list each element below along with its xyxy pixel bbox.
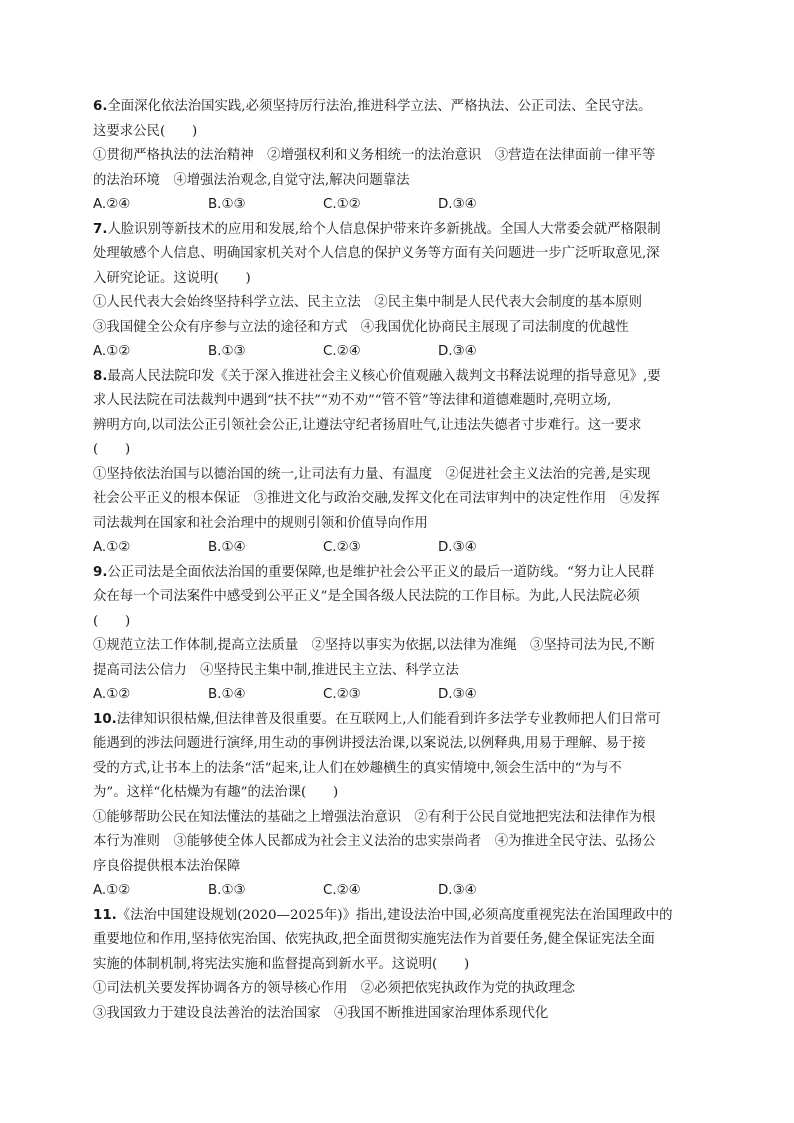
answer-choice-label: A. (93, 540, 107, 555)
question-stem-text: 公正司法是全面依法治国的重要保障,也是维护社会公平正义的最后一道防线。“努力让人民群 (107, 564, 655, 580)
answer-choices (93, 193, 705, 218)
answer-choice[interactable] (323, 683, 438, 708)
question-stem-line (93, 267, 705, 292)
answer-choices (93, 879, 705, 904)
answer-choice-text: ①③ (221, 197, 246, 212)
answer-choice-text: ③④ (452, 883, 477, 898)
answer-choice-text: ②③ (336, 540, 361, 555)
question-stem-line (93, 585, 705, 610)
question-stem-text: 法律知识很枯燥,但法律普及很重要。在互联网上,人们能看到许多法学专业教师把人们日常可 (116, 711, 661, 727)
answer-choice-label: A. (93, 883, 107, 898)
answer-choice-label: A. (93, 344, 107, 359)
answer-choice-text: ②④ (106, 197, 131, 212)
question-number: 10. (93, 711, 117, 727)
answer-choice-text: ①④ (221, 540, 246, 555)
question-stem-line (93, 953, 705, 978)
option-statement-line: 社会公平正义的根本保证 ③推进文化与政治交融,发挥文化在司法审判中的决定性作用 ④发挥 (93, 491, 660, 506)
answer-choice[interactable] (93, 879, 208, 904)
option-statement-line: ①司法机关要发挥协调各方的领导核心作用 ②必须把依宪执政作为党的执政理念 (93, 981, 576, 996)
answer-choice-text: ②③ (336, 687, 361, 702)
answer-choice-label: A. (93, 687, 107, 702)
answer-choice[interactable] (208, 879, 323, 904)
answer-choice-label: D. (438, 197, 453, 212)
option-statement-line: ①坚持依法治国与以德治国的统一,让司法有力量、有温度 ②促进社会主义法治的完善,是实现 (93, 466, 651, 482)
answer-choice-label: A. (93, 197, 107, 212)
question-stem-text: ( ) (93, 442, 131, 457)
question-stem-first-line (93, 904, 705, 929)
answer-choice-text: ②④ (336, 883, 361, 898)
answer-choice-text: ①② (106, 883, 131, 898)
question-stem-first-line (93, 365, 705, 390)
question-stem-text: 为”。这样“化枯燥为有趣”的法治课( ) (93, 785, 339, 800)
question-stem-line (93, 120, 705, 145)
answer-choice[interactable] (438, 340, 553, 365)
answer-choice[interactable] (93, 340, 208, 365)
answer-choice-label: C. (323, 197, 337, 212)
answer-choice-text: ①③ (221, 344, 246, 359)
answer-choice-label: C. (323, 687, 337, 702)
question-page (93, 95, 705, 1026)
question-stem-line (93, 438, 705, 463)
answer-choice-label: C. (323, 883, 337, 898)
question-stem-text: 这要求公民( ) (93, 123, 198, 139)
question-stem-text: 受的方式,让书本上的法条“活”起来,让人们在妙趣横生的真实情境中,领会生活中的“为与不 (93, 760, 622, 776)
question-number: 7. (93, 221, 108, 237)
answer-choice-text: ①② (106, 540, 131, 555)
question-stem-text: 全面深化依法治国实践,必须坚持厉行法治,推进科学立法、严格执法、公正司法、全民守法。 (107, 99, 652, 114)
question-number: 8. (93, 368, 108, 384)
question-stem-first-line (93, 218, 705, 243)
answer-choice-text: ③④ (452, 344, 477, 359)
option-statement-line: ③我国健全公众有序参与立法的途径和方式 ④我国优化协商民主展现了司法制度的优越性 (93, 319, 629, 335)
option-statement-line: ①贯彻严格执法的法治精神 ②增强权利和义务相统一的法治意识 ③营造在法律面前一律平等 (93, 148, 656, 163)
answer-choice-label: D. (438, 344, 453, 359)
question-stem-text: 能遇到的涉法问题进行演绎,用生动的事例讲授法治课,以案说法,以例释典,用易于理解、易于接 (93, 736, 646, 751)
question-stem-line (93, 928, 705, 953)
answer-choice-text: ①④ (221, 687, 246, 702)
answer-choice-label: B. (208, 687, 222, 702)
answer-choice[interactable] (438, 193, 553, 218)
question-block (93, 708, 705, 904)
question-number: 6. (93, 99, 108, 114)
answer-choice[interactable] (438, 536, 553, 561)
answer-choice-text: ③④ (452, 197, 477, 212)
answer-choices (93, 536, 705, 561)
answer-choice[interactable] (208, 193, 323, 218)
answer-choice-label: D. (438, 883, 453, 898)
answer-choice[interactable] (208, 536, 323, 561)
question-stem-text: 最高人民法院印发《关于深入推进社会主义核心价值观融入裁判文书释法说理的指导意见》,要 (107, 368, 661, 384)
option-statement-line: 的法治环境 ④增强法治观念,自觉守法,解决问题靠法 (93, 172, 410, 188)
answer-choices (93, 340, 705, 365)
answer-choice[interactable] (93, 536, 208, 561)
question-stem-text: 人脸识别等新技术的应用和发展,给个人信息保护带来许多新挑战。全国人大常委会就严格限制 (107, 221, 661, 237)
answer-choice-text: ①③ (221, 883, 246, 898)
question-block (93, 95, 705, 218)
answer-choice-text: ③④ (452, 687, 477, 702)
answer-choice[interactable] (323, 340, 438, 365)
question-stem-text: 《法治中国建设规划(2020—2025年)》指出,建设法治中国,必须高度重视宪法在治国理政中的 (116, 907, 673, 923)
answer-choice[interactable] (438, 683, 553, 708)
question-number: 11. (93, 907, 117, 923)
question-stem-text: ( ) (93, 613, 131, 629)
question-stem-text: 众在每一个司法案件中感受到公平正义”是全国各级人民法院的工作目标。为此,人民法院必须 (93, 589, 640, 604)
question-stem-line (93, 610, 705, 635)
question-stem-line (93, 732, 705, 757)
answer-choice-text: ①② (106, 344, 131, 359)
question-stem-text: 实施的体制机制,将宪法实施和监督提高到新水平。这说明( ) (93, 956, 470, 972)
option-statement-line: ③我国致力于建设良法善治的法治国家 ④我国不断推进国家治理体系现代化 (93, 1005, 549, 1021)
answer-choice-text: ①② (106, 687, 131, 702)
answer-choice[interactable] (323, 879, 438, 904)
answer-choice-text: ②④ (336, 344, 361, 359)
answer-choice[interactable] (323, 193, 438, 218)
answer-choice-label: D. (438, 687, 453, 702)
question-stem-line (93, 389, 705, 414)
question-stem-first-line (93, 561, 705, 586)
answer-choice-label: D. (438, 540, 453, 555)
question-stem-text: 求人民法院在司法裁判中遇到“扶不扶”“劝不劝”“管不管”等法律和道德难题时,亮明立场, (93, 393, 612, 408)
question-block (93, 365, 705, 561)
question-number: 9. (93, 564, 108, 580)
answer-choice-label: B. (208, 540, 222, 555)
answer-choice-label: B. (208, 197, 222, 212)
answer-choice-label: B. (208, 883, 222, 898)
option-statement-line: 提高司法公信力 ④坚持民主集中制,推进民主立法、科学立法 (93, 662, 459, 678)
question-stem-line (93, 781, 705, 806)
answer-choice-label: C. (323, 540, 337, 555)
option-statement-line: 司法裁判在国家和社会治理中的规则引领和价值导向作用 (93, 515, 428, 531)
question-stem-text: 处理敏感个人信息、明确国家机关对个人信息的保护义务等方面有关问题进一步广泛听取意见,深 (93, 246, 660, 261)
answer-choice-label: B. (208, 344, 222, 359)
question-stem-line (93, 242, 705, 267)
option-statement-line: ①人民代表大会始终坚持科学立法、民主立法 ②民主集中制是人民代表大会制度的基本原则 (93, 295, 643, 310)
question-stem-text: 入研究论证。这说明( ) (93, 270, 251, 286)
question-stem-text: 辨明方向,以司法公正引领社会公正,让遵法守纪者扬眉吐气,让违法失德者寸步难行。这一要求 (93, 417, 642, 433)
question-block (93, 561, 705, 708)
question-stem-first-line (93, 95, 705, 120)
answer-choices (93, 683, 705, 708)
answer-choice-label: C. (323, 344, 337, 359)
answer-choice-text: ③④ (452, 540, 477, 555)
answer-choice[interactable] (208, 340, 323, 365)
option-statement-line: 序良俗提供根本法治保障 (93, 858, 241, 874)
answer-choice[interactable] (323, 536, 438, 561)
question-block (93, 904, 705, 1027)
option-statement-line: ①能够帮助公民在知法懂法的基础之上增强法治意识 ②有利于公民自觉地把宪法和法律作为根 (93, 809, 656, 825)
answer-choice-text: ①② (336, 197, 361, 212)
answer-choice[interactable] (208, 683, 323, 708)
option-statement-line: 本行为准则 ③能够使全体人民都成为社会主义法治的忠实崇尚者 ④为推进全民守法、弘扬公 (93, 834, 656, 849)
question-stem-line (93, 414, 705, 439)
answer-choice[interactable] (438, 879, 553, 904)
question-stem-text: 重要地位和作用,坚持依宪治国、依宪执政,把全面贯彻实施宪法作为首要任务,健全保证宪法全面 (93, 932, 655, 947)
answer-choice[interactable] (93, 193, 208, 218)
question-stem-line (93, 757, 705, 782)
question-block (93, 218, 705, 365)
question-stem-first-line (93, 708, 705, 733)
answer-choice[interactable] (93, 683, 208, 708)
option-statement-line: ①规范立法工作体制,提高立法质量 ②坚持以事实为依据,以法律为准绳 ③坚持司法为民,不断 (93, 638, 655, 653)
